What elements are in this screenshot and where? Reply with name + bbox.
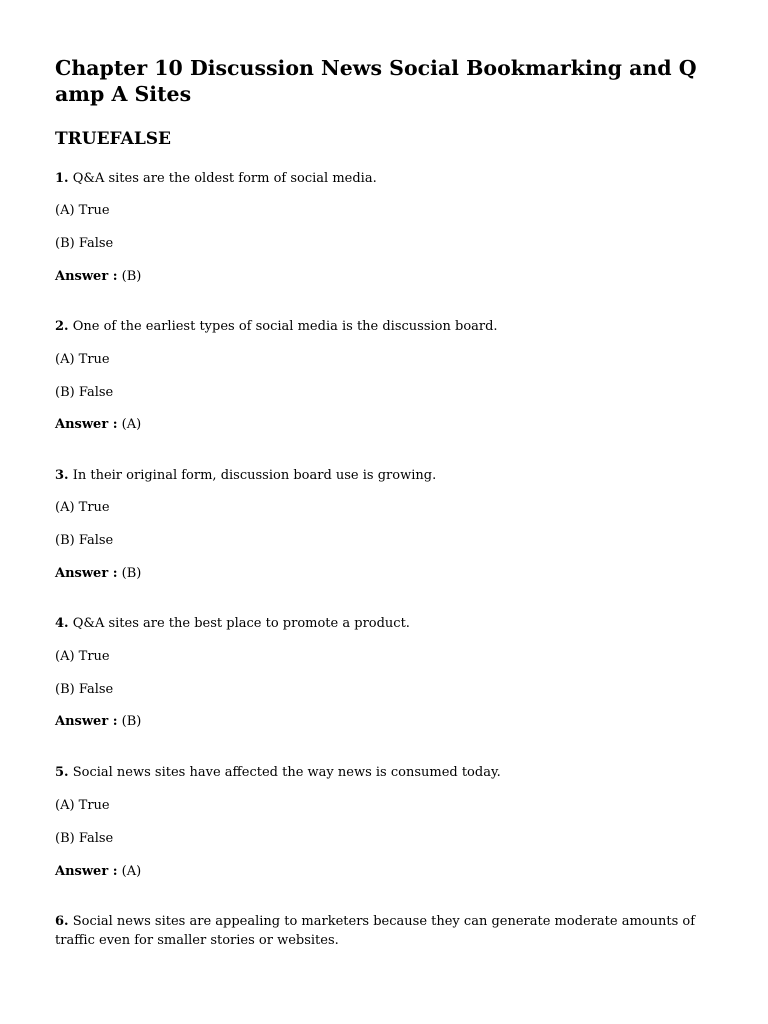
answer-label: Answer : xyxy=(55,566,118,581)
document-title: Chapter 10 Discussion News Social Bookmarking and Q amp A Sites xyxy=(55,56,697,106)
question-text xyxy=(55,912,715,950)
option-a: (A) True xyxy=(55,352,110,367)
answer-value: (B) xyxy=(121,714,142,729)
option-a: (A) True xyxy=(55,649,110,664)
option-b: (B) False xyxy=(55,236,114,251)
section-heading: TRUEFALSE xyxy=(55,129,172,149)
answer-label: Answer : xyxy=(55,417,118,432)
answer-line xyxy=(55,267,715,286)
answer-line xyxy=(55,712,715,731)
question-text xyxy=(55,763,715,782)
option-a: (A) True xyxy=(55,798,110,813)
question-text xyxy=(55,614,715,633)
question-text xyxy=(55,466,715,485)
question-prompt: Q&A sites are the oldest form of social media. xyxy=(72,171,377,186)
question-prompt: In their original form, discussion board use is growing. xyxy=(72,468,437,483)
option-b: (B) False xyxy=(55,831,114,846)
answer-label: Answer : xyxy=(55,269,118,284)
question-number: 4. xyxy=(55,616,69,631)
question-number: 3. xyxy=(55,468,69,483)
question-number: 6. xyxy=(55,914,69,929)
answer-line xyxy=(55,862,715,881)
option-b: (B) False xyxy=(55,682,114,697)
question-prompt: Q&A sites are the best place to promote a product. xyxy=(72,616,410,631)
question-number: 1. xyxy=(55,171,69,186)
option-a: (A) True xyxy=(55,203,110,218)
answer-label: Answer : xyxy=(55,714,118,729)
option-a: (A) True xyxy=(55,500,110,515)
question-prompt: One of the earliest types of social media is the discussion board. xyxy=(72,319,498,334)
question-prompt: Social news sites have affected the way news is consumed today. xyxy=(72,765,501,780)
question-text xyxy=(55,317,715,336)
question-text xyxy=(55,169,715,188)
answer-value: (B) xyxy=(121,566,142,581)
answer-value: (B) xyxy=(121,269,142,284)
answer-value: (A) xyxy=(121,417,142,432)
question-number: 5. xyxy=(55,765,69,780)
answer-line xyxy=(55,564,715,583)
option-b: (B) False xyxy=(55,533,114,548)
option-b: (B) False xyxy=(55,385,114,400)
answer-line xyxy=(55,415,715,434)
answer-label: Answer : xyxy=(55,864,118,879)
question-number: 2. xyxy=(55,319,69,334)
question-prompt: Social news sites are appealing to marketers because they can generate moderate amounts of traffic even for smaller stories or websites. xyxy=(55,914,696,948)
answer-value: (A) xyxy=(121,864,142,879)
